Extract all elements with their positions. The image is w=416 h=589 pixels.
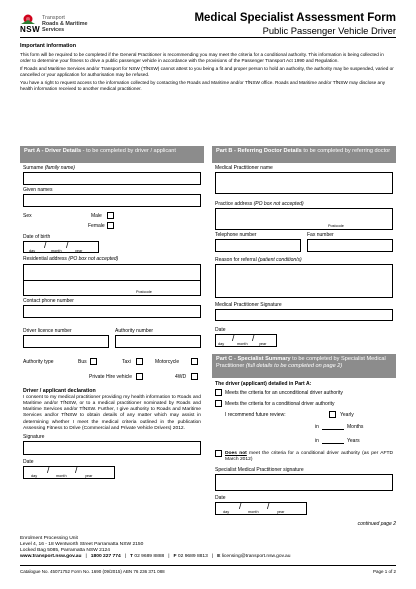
continued-note: continued page 2 [357, 521, 396, 527]
private-hire-checkbox[interactable] [136, 373, 143, 380]
res-address-label: Residential address (PO box not accepted) [23, 256, 119, 262]
spec-date-day-label: day [223, 510, 230, 514]
spec-signature-label: Specialist Medical Practitioner signature [215, 467, 304, 473]
mp-signature-label: Medical Practitioner Signature [215, 302, 282, 308]
yearly-checkbox[interactable] [329, 411, 336, 418]
years-input-line[interactable] [322, 443, 344, 444]
reason-field[interactable] [215, 264, 393, 298]
logo-agency-text [42, 15, 88, 34]
part-c-section [212, 354, 396, 524]
motorcycle-label: Motorcycle [155, 359, 180, 365]
part-b-title: Part B - Referring Doctor Details [216, 148, 302, 154]
footer-contacts: www.transport.nsw.gov.au | 1800 227 774 | T 02 9689 8888 | F 02 9689 8813 | E licensing@transport.nsw.gov.au [20, 554, 291, 560]
part-c-title: Part C - Specialist Summary [216, 356, 291, 362]
driver-date-slash-2: / [75, 465, 78, 475]
contact-phone-field[interactable] [23, 305, 201, 318]
footer-divider [20, 565, 396, 566]
fax-field[interactable] [307, 239, 393, 252]
years-label: Years [347, 438, 360, 444]
footer-email-link[interactable]: licensing@transport.nsw.gov.au [221, 554, 291, 560]
footer [20, 536, 396, 561]
mp-date-slash-1: / [232, 333, 235, 343]
conditional-label: Meets the criteria for a conditional driver authority [225, 401, 335, 407]
bus-label: Bus [78, 359, 87, 365]
mp-signature-field[interactable] [215, 309, 393, 321]
footer-f-label: F [173, 554, 177, 560]
taxi-label: Taxi [122, 359, 131, 365]
sex-label: Sex [23, 213, 32, 219]
footer-t-label: T [129, 554, 133, 560]
months-label: Months [347, 424, 364, 430]
nsw-transport-logo [20, 13, 100, 35]
part-c-subtitle: to be completed by Specialist Medical Practitioner [216, 356, 386, 369]
part-a-title: Part A - Driver Details [24, 148, 82, 154]
male-checkbox[interactable] [107, 212, 114, 219]
dob-slash-2: / [66, 240, 69, 250]
driver-date-day-label: day [31, 474, 38, 478]
does-not-meet-checkbox[interactable] [215, 450, 222, 457]
detailed-heading: The driver (applicant) detailed in Part A: [215, 381, 312, 387]
telephone-label: Telephone number [215, 232, 257, 238]
footer-bag: Locked Bag 5085, Parramatta NSW 2124 [20, 548, 110, 554]
spec-date-month-label: month [248, 510, 259, 514]
part-a-subtitle: - to be completed by driver / applicant [81, 148, 176, 154]
unconditional-checkbox[interactable] [215, 389, 222, 396]
recommend-review-label: I recommend future review: [225, 412, 286, 418]
driver-signature-field[interactable] [23, 441, 201, 455]
practice-postcode-label: Postcode [328, 224, 344, 228]
spec-date-slash-1: / [239, 501, 242, 511]
info-heading: Important information [20, 43, 76, 49]
conditional-checkbox[interactable] [215, 400, 222, 407]
spec-date-label: Date [215, 495, 226, 501]
given-names-field[interactable] [23, 194, 201, 207]
male-label: Male [91, 213, 102, 219]
dob-slash-1: / [44, 240, 47, 250]
part-b-header [212, 146, 396, 163]
private-hire-label: Private Hire vehicle [89, 374, 133, 380]
authority-number-label: Authority number [115, 328, 154, 334]
in-years-label: in [315, 438, 319, 444]
practice-address-label: Practice address (PO box not accepted) [215, 201, 304, 207]
female-label: Female [88, 223, 105, 229]
in-months-label: in [315, 424, 319, 430]
footer-website-link[interactable]: www.transport.nsw.gov.au [20, 554, 82, 560]
part-b-subtitle: to be completed by referring doctor [301, 148, 391, 154]
spec-signature-field[interactable] [215, 474, 393, 491]
dob-label: Date of birth [23, 234, 51, 240]
logo-line-transport: Transport [42, 15, 65, 21]
mp-date-label: Date [215, 327, 226, 333]
declaration-heading: Driver / applicant declaration [23, 388, 96, 394]
licence-label: Driver licence number [23, 328, 72, 334]
dob-month-label: month [51, 249, 62, 253]
driver-date-month-label: month [56, 474, 67, 478]
mp-date-month-label: month [237, 342, 248, 346]
driver-date-slash-1: / [47, 465, 50, 475]
fourwd-label: 4WD [175, 374, 187, 380]
mp-date-slash-2: / [252, 333, 255, 343]
part-c-header [212, 354, 396, 378]
logo-line-services: Services [42, 27, 65, 34]
logo-nsw-text: NSW [20, 25, 41, 34]
surname-label: Surname (family name) [23, 165, 75, 171]
part-b-section [212, 146, 396, 346]
given-names-label: Given names [23, 187, 53, 193]
contact-phone-label: Contact phone number [23, 298, 74, 304]
authority-type-label: Authority type [23, 359, 54, 365]
authority-number-field[interactable] [115, 335, 201, 348]
mp-date-day-label: day [218, 342, 225, 346]
dob-day-label: day [29, 249, 36, 253]
licence-field[interactable] [23, 335, 109, 348]
logo-line-roads: Roads & Maritime [42, 21, 88, 28]
waratah-icon [20, 13, 36, 25]
fax-label: Fax number [307, 232, 334, 238]
part-a-section [20, 146, 204, 531]
footer-street: Level 4, 16 - 18 Wentworth Street Parramatta NSW 2150 [20, 542, 144, 548]
practice-address-field[interactable] [215, 208, 393, 230]
bus-checkbox[interactable] [90, 358, 97, 365]
mp-name-label: Medical Practitioner name [215, 165, 273, 171]
dob-year-label: year [75, 249, 83, 253]
mp-date-year-label: year [259, 342, 267, 346]
motorcycle-checkbox[interactable] [191, 358, 198, 365]
driver-date-label: Date [23, 459, 34, 465]
months-input-line[interactable] [322, 429, 344, 430]
footer-phone: 1800 227 774 [90, 554, 121, 560]
driver-date-year-label: year [85, 474, 93, 478]
spec-date-year-label: year [277, 510, 285, 514]
important-information [20, 43, 396, 94]
surname-field[interactable] [23, 172, 201, 185]
yearly-label: Yearly [340, 412, 354, 418]
info-paragraph-1: This form will be required to be completed if the General Practitioner is recommending you may meet the criteria for a conditional authority. This information is being collected in order to determine your fitness to drive a public passenger vehicle in accordance with the provisions of the Passenger Transport Act 1990 and Regulation. [20, 52, 384, 64]
form-subtitle: Public Passenger Vehicle Driver [262, 25, 396, 36]
part-c-note: (full details to be completed on page 2) [245, 362, 343, 369]
reason-label: Reason for referral (patient condition/s) [215, 257, 302, 263]
header-divider [20, 37, 396, 38]
taxi-checkbox[interactable] [136, 358, 143, 365]
catalogue-number: Catalogue No. 45071752 Form No. 1690 (09/2015) ABN 76 236 371 088 [20, 569, 165, 574]
info-paragraph-3: You have a right to request access to the information collected by contacting the Roads and Maritime and/or TfNSW office. Roads and Maritime and/or TfNSW may disclose any health information received to another medical practitioner. [20, 79, 386, 91]
footer-tel: 02 9689 8888 [134, 554, 165, 560]
footer-e-label: E [217, 554, 221, 560]
footer-unit: Enrolment Processing Unit [20, 536, 78, 541]
page-number: Page 1 of 2 [372, 569, 396, 574]
declaration-text: I consent to my medical practitioner providing my health information to Roads and Maritime and/or TfNSW, or to a medical practitioner nominated by Roads and Maritime Services and/or TfNSW. Further, I give authority to Roads and Maritime Services and/or TfNSW to obtain details of any matter which may assist in determining whether I meet the medical criteria outlined in the publication Assessing Fitness to Drive (Commercial and Private Vehicle Drivers) 2012. [23, 395, 201, 431]
part-a-header [20, 146, 204, 163]
unconditional-label: Meets the criteria for an unconditional driver authority [225, 390, 343, 396]
telephone-field[interactable] [215, 239, 301, 252]
driver-signature-label: Signature [23, 434, 45, 440]
spec-date-slash-2: / [267, 501, 270, 511]
does-not-meet-label: Does not meet the criteria for a conditional driver authority (as per AFTD March 2012) [225, 451, 394, 463]
fourwd-checkbox[interactable] [191, 373, 198, 380]
mp-name-field[interactable] [215, 172, 393, 194]
female-checkbox[interactable] [107, 222, 114, 229]
footer-fax: 02 9689 8813 [177, 554, 208, 560]
info-paragraph-2: If Roads and Maritime Services and/or Transport for NSW (TfNSW) cannot attest to you being a fit and proper person to hold an authority, the authority may be suspended, varied or cancelled or your application for authorisation may be refused. [20, 66, 394, 78]
res-postcode-label: Postcode [136, 290, 152, 294]
res-address-divider [23, 280, 201, 281]
page-header [20, 13, 396, 35]
form-title: Medical Specialist Assessment Form [194, 12, 396, 24]
